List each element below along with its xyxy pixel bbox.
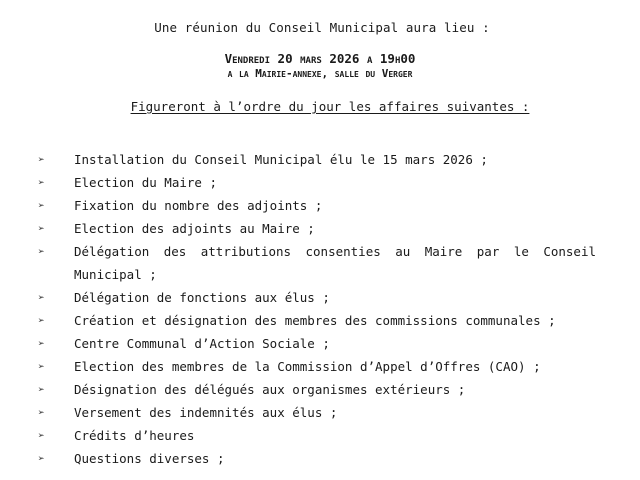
- agenda-item: [0, 148, 640, 171]
- meeting-place: a la Mairie-annexe, salle du Verger: [227, 67, 413, 80]
- agenda-item-text: Fixation du nombre des adjoints ;: [74, 198, 323, 213]
- arrow-bullet-icon: ➢: [38, 153, 45, 166]
- arrow-bullet-icon: ➢: [38, 429, 45, 442]
- arrow-bullet-icon: ➢: [38, 406, 45, 419]
- arrow-bullet-icon: ➢: [38, 199, 45, 212]
- agenda-item-text: Election des membres de la Commission d’Appel d’Offres (CAO) ;: [74, 359, 541, 374]
- arrow-bullet-icon: ➢: [38, 383, 45, 396]
- agenda-item-text: Délégation de fonctions aux élus ;: [74, 290, 330, 305]
- meeting-intro: [0, 20, 640, 35]
- agenda-item-line-2: Municipal ;: [74, 267, 157, 282]
- agenda-item-text: Questions diverses ;: [74, 451, 225, 466]
- agenda-item-text: Versement des indemnités aux élus ;: [74, 405, 338, 420]
- agenda-item: [0, 194, 640, 217]
- agenda-item: [0, 217, 640, 240]
- agenda-item-text: Election des adjoints au Maire ;: [74, 221, 315, 236]
- agenda-item: [0, 171, 640, 194]
- agenda-item: [0, 286, 640, 309]
- arrow-bullet-icon: ➢: [38, 360, 45, 373]
- arrow-bullet-icon: ➢: [38, 176, 45, 189]
- agenda-item: [0, 309, 640, 332]
- agenda-list: [0, 148, 640, 470]
- agenda-item: [0, 424, 640, 447]
- agenda-item: [0, 332, 640, 355]
- agenda-item: [0, 447, 640, 470]
- agenda-item-text: Désignation des délégués aux organismes extérieurs ;: [74, 382, 466, 397]
- meeting-date: Vendredi 20 mars 2026 a 19h00: [224, 51, 416, 66]
- arrow-bullet-icon: ➢: [38, 314, 45, 327]
- arrow-bullet-icon: ➢: [38, 337, 45, 350]
- meeting-intro-text: Une réunion du Conseil Municipal aura lieu :: [154, 20, 490, 35]
- agenda-item-text: [74, 240, 596, 286]
- agenda-heading: [0, 99, 640, 114]
- agenda-item-text: Centre Communal d’Action Sociale ;: [74, 336, 330, 351]
- arrow-bullet-icon: ➢: [38, 452, 45, 465]
- agenda-item-text: Installation du Conseil Municipal élu le 15 mars 2026 ;: [74, 152, 488, 167]
- arrow-bullet-icon: ➢: [38, 245, 45, 258]
- agenda-item: [0, 401, 640, 424]
- agenda-item: [0, 240, 640, 286]
- agenda-item-text: Election du Maire ;: [74, 175, 217, 190]
- agenda-item-line-1: Délégation des attributions consenties au Maire par le Conseil: [74, 244, 596, 259]
- agenda-item-text: Crédits d’heures: [74, 428, 195, 443]
- agenda-heading-text: Figureront à l’ordre du jour les affaires suivantes :: [130, 99, 530, 114]
- agenda-item: [0, 378, 640, 401]
- agenda-item: [0, 355, 640, 378]
- arrow-bullet-icon: ➢: [38, 222, 45, 235]
- agenda-item-text: Création et désignation des membres des commissions communales ;: [74, 313, 556, 328]
- arrow-bullet-icon: ➢: [38, 291, 45, 304]
